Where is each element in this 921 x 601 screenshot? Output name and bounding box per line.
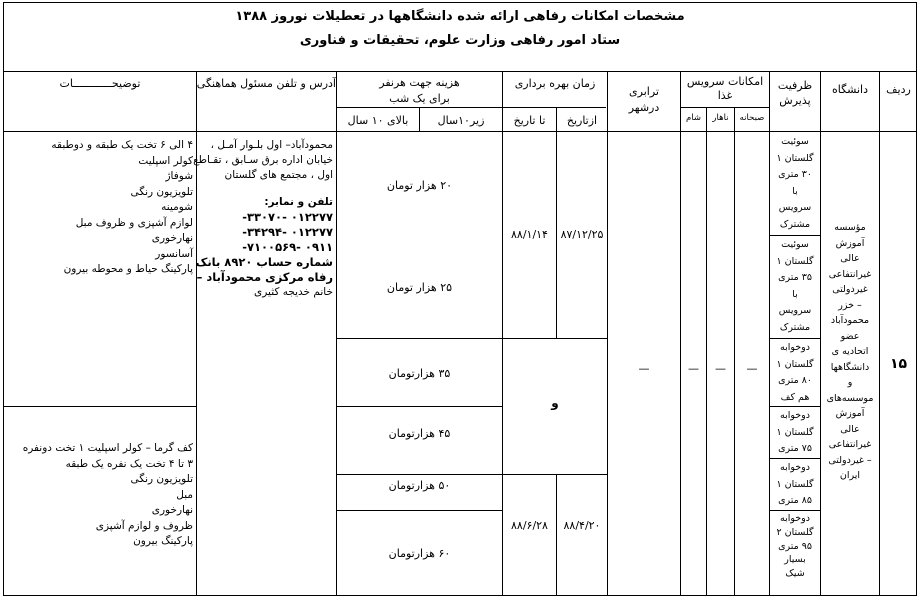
col-divider bbox=[607, 72, 608, 596]
document-subtitle: ستاد امور رفاهی وزارت علوم، تحقیقات و فناوری bbox=[299, 33, 621, 48]
period1-to: ۸۸/۱/۱۴ bbox=[511, 228, 548, 241]
notes-block-1: ۴ الی ۶ تخت یک طبقه و دوطبقه کولر اسپلیت شوفاژ تلویزیون رنگی شومینه لوازم آشپزی و ظروف مبل نهارخوری آسانسور پارکینگ حیاط و محوطه بیرون bbox=[51, 139, 193, 275]
period-conjunction: و bbox=[551, 396, 559, 410]
row-divider bbox=[769, 235, 820, 236]
address-block: محمودآباد– اول بلـوار آمـل ، خیابان اداره برق سـابق ، تقـاطع اول ، مجتمع های گلستان تلفن و نمابر: ۰۱۲۲۷۷ -۳۳۰۷۰- ۰۱۲۲۷۷ -۳۴۲۹۴- ۰۹۱۱ -۷۱۰۰۵۶۹- شماره حساب ۸۹۲۰ بانک رفاه مرکزی محمودآباد – خانم خدیجه کثیری bbox=[193, 139, 333, 298]
header-dinner: شام bbox=[686, 113, 701, 123]
header-transport: ترابری درشهر bbox=[628, 85, 660, 114]
lunch-value: — bbox=[715, 362, 726, 375]
header-food-service: امکانات سرویس غذا bbox=[686, 75, 764, 102]
row-divider bbox=[336, 406, 502, 407]
col-divider bbox=[734, 107, 735, 596]
row-divider bbox=[769, 510, 820, 511]
notes-block-2: کف گرما – کولر اسپلیت ۱ تخت دونفره ۳ تا ۴ تخت یک نفره یک طبقه تلویزیون رنگی مبل نهارخوری ظروف و لوازم آشپزی پارکینگ بیرون bbox=[22, 442, 193, 547]
col-divider bbox=[556, 107, 557, 338]
document-title: مشخصات امکانات رفاهی ارائه شده دانشگاهها در تعطیلات نوروز ۱۳۸۸ bbox=[235, 9, 685, 24]
header-university: دانشگاه bbox=[831, 83, 869, 96]
header-address: آدرس و تلفن مسئول هماهنگی bbox=[196, 77, 336, 90]
cost-value: ۲۵ هزار تومان bbox=[386, 281, 453, 294]
breakfast-value: — bbox=[746, 362, 758, 375]
cost-value: ۶۰ هزارتومان bbox=[388, 547, 451, 560]
row-divider bbox=[769, 406, 820, 407]
transport-value: — bbox=[638, 362, 650, 375]
capacity-cell: دوخوابه گلستان ۱ ۸۵ متری bbox=[776, 462, 814, 506]
university-name: مؤسسه آموزش عالی غیرانتفاعی غیردولتی – خزر محمودآباد عضو اتحادیه ی دانشگاهها و موسسه‌های آموزش عالی غیرانتفاعی – غیردولتی ایران bbox=[826, 222, 874, 481]
header-to-date: تا تاریخ bbox=[513, 114, 546, 127]
header-over-10: بالای ۱۰ سال bbox=[347, 114, 409, 127]
row-divider bbox=[769, 338, 820, 339]
header-cost: هزینه جهت هرنفر برای یک شب bbox=[379, 76, 460, 105]
row-number: ۱۵ bbox=[889, 356, 908, 372]
cost-value: ۵۰ هزارتومان bbox=[388, 479, 451, 492]
cost-value: ۴۵ هزارتومان bbox=[388, 427, 451, 440]
col-divider bbox=[556, 474, 557, 596]
header-row-number: ردیف bbox=[886, 83, 911, 96]
bank-account: شماره حساب ۸۹۲۰ بانک bbox=[195, 255, 333, 269]
header-notes: توضیحــــــــــــات bbox=[59, 77, 141, 90]
dinner-value: — bbox=[688, 362, 699, 375]
row-divider bbox=[336, 338, 607, 339]
col-divider bbox=[879, 72, 880, 596]
header-capacity: ظرفیت پذیرش bbox=[777, 79, 813, 107]
document-header bbox=[3, 2, 917, 72]
row-divider bbox=[680, 107, 769, 108]
phone-label: تلفن و نمابر: bbox=[264, 196, 333, 208]
header-from-date: ازتاریخ bbox=[566, 114, 598, 127]
row-divider bbox=[336, 107, 606, 108]
capacity-cell: دوخوابه گلستان ۲ ۹۵ متری بسیار شیک bbox=[776, 513, 814, 580]
account-holder: خانم خدیجه کثیری bbox=[254, 286, 333, 298]
col-divider bbox=[502, 72, 503, 596]
period1-from: ۸۷/۱۲/۲۵ bbox=[560, 228, 604, 241]
row-divider bbox=[3, 406, 196, 407]
capacity-cell: دوخوابه گلستان ۱ ۷۵ متری bbox=[776, 410, 814, 454]
capacity-cell: دوخوابه گلستان ۱ ۸۰ متری هم کف bbox=[776, 342, 814, 403]
cost-value: ۲۰ هزار تومان bbox=[386, 179, 453, 192]
col-divider bbox=[336, 72, 337, 596]
row-divider bbox=[3, 131, 917, 132]
header-under-10: زیر۱۰سال bbox=[437, 114, 485, 127]
capacity-cell: سوئیت گلستان ۱ ۳۵ متری با سرویس مشترک bbox=[776, 239, 814, 333]
header-breakfast: صبحانه bbox=[739, 113, 765, 123]
period2-from: ۸۸/۴/۲۰ bbox=[563, 519, 601, 532]
capacity-cell: سوئیت گلستان ۱ ۳۰ متری با سرویس مشترک bbox=[776, 136, 814, 230]
row-divider bbox=[769, 458, 820, 459]
row-divider bbox=[336, 474, 607, 475]
cost-value: ۳۵ هزارتومان bbox=[388, 367, 451, 380]
col-divider bbox=[706, 107, 707, 596]
row-divider bbox=[336, 510, 502, 511]
period2-to: ۸۸/۶/۲۸ bbox=[511, 519, 548, 532]
header-lunch: ناهار bbox=[712, 113, 729, 123]
header-period: زمان بهره برداری bbox=[514, 77, 596, 90]
col-divider bbox=[680, 72, 681, 596]
